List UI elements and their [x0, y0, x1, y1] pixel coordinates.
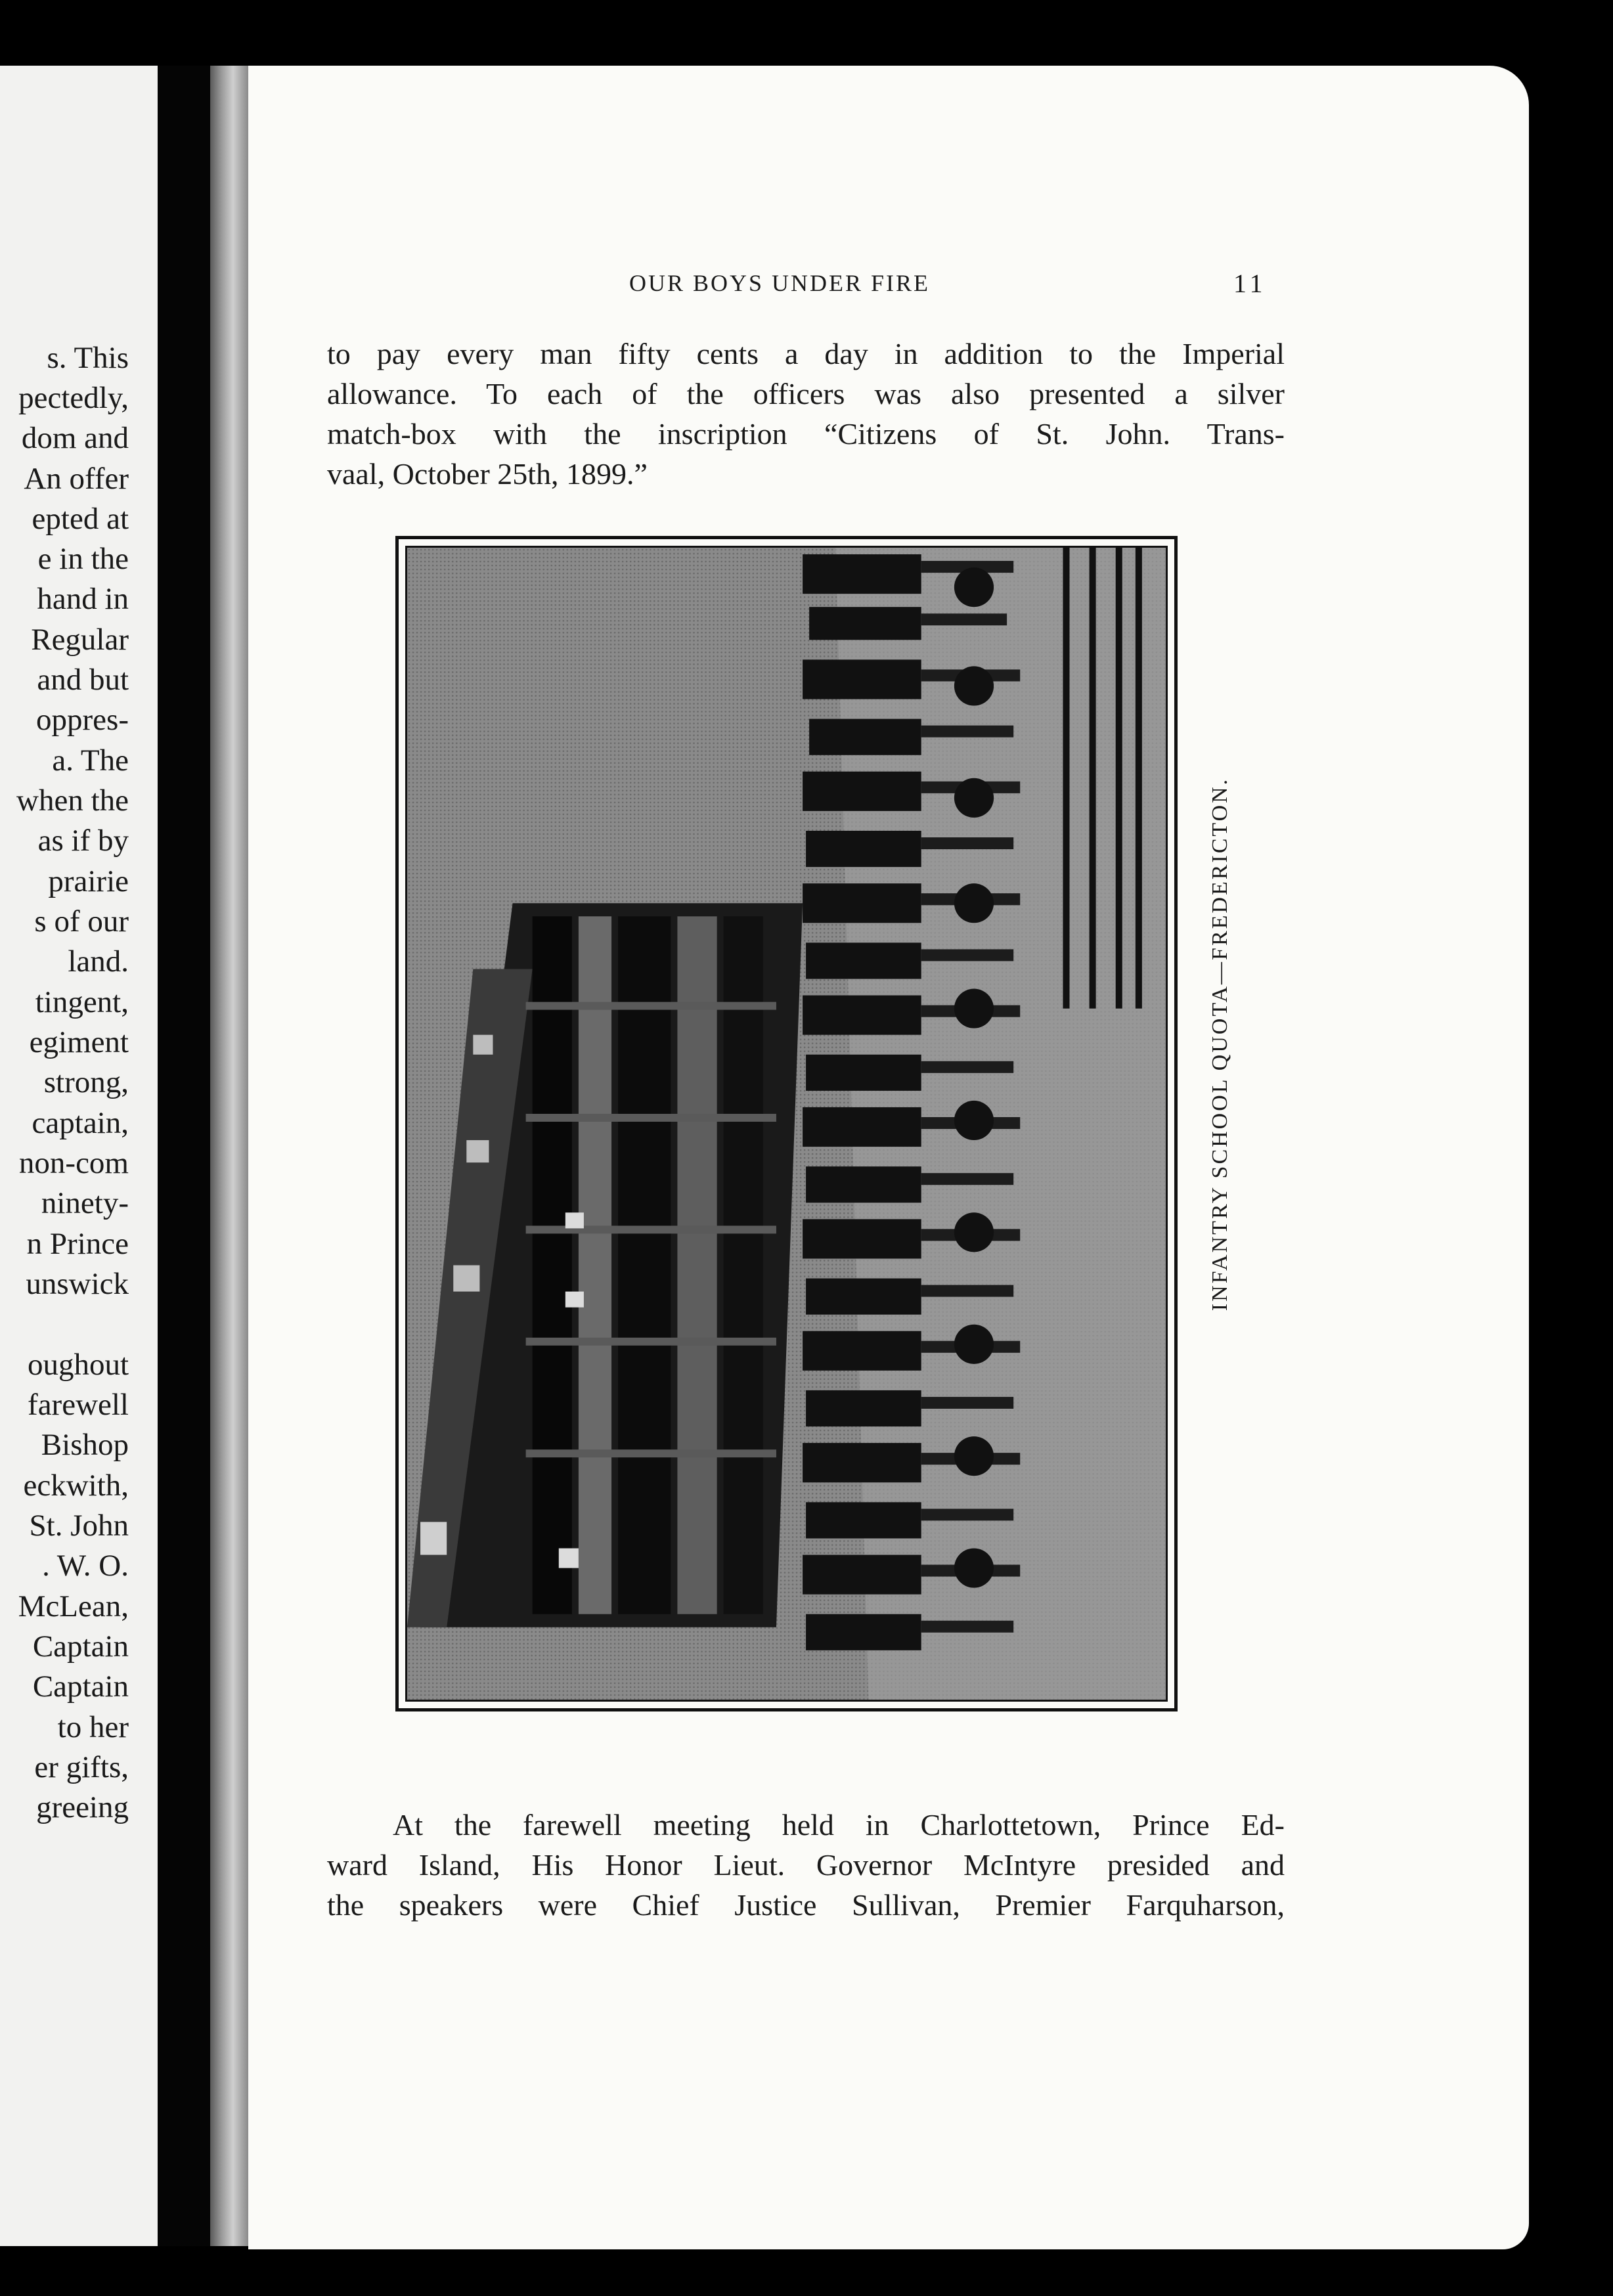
left-text-line: s. This: [47, 341, 129, 375]
body-text-line: the speakers were Chief Justice Sullivan, Premier Farquharson,: [327, 1888, 1285, 1922]
left-text-line: and but: [37, 663, 129, 697]
left-text-line: hand in: [37, 582, 129, 616]
left-text-line: to her: [57, 1710, 129, 1744]
page-number: 11: [1233, 269, 1267, 298]
left-text-line: . W. O.: [42, 1549, 129, 1583]
left-text-line: egiment: [29, 1025, 129, 1059]
body-text-line: ward Island, His Honor Lieut. Governor McIntyre presided and: [327, 1848, 1285, 1882]
right-page: [248, 66, 1529, 2249]
left-text-line: as if by: [37, 824, 129, 858]
left-text-line: n Prince: [26, 1227, 129, 1261]
photo-soldiers-barracks: [407, 548, 1166, 1700]
left-text-line: er gifts,: [34, 1750, 129, 1784]
left-text-line: oughout: [27, 1348, 129, 1382]
body-text-line: match-box with the inscription “Citizens of St. John. Trans-: [327, 417, 1285, 451]
left-text-line: greeing: [36, 1790, 129, 1824]
plate-caption: INFANTRY SCHOOL QUOTA—FREDERICTON.: [1208, 777, 1232, 1312]
left-text-line: eckwith,: [23, 1468, 129, 1503]
left-text-line: ninety-: [41, 1186, 129, 1220]
left-text-line: St. John: [29, 1509, 129, 1543]
left-text-line: Bishop: [41, 1428, 129, 1462]
left-text-line: dom and: [21, 421, 129, 455]
left-text-line: Captain: [32, 1669, 129, 1704]
left-text-line: s of our: [34, 904, 129, 938]
left-text-line: captain,: [32, 1106, 129, 1140]
left-page-fragment: [0, 66, 158, 2246]
book-gutter: [210, 66, 248, 2246]
left-text-line: Regular: [31, 623, 129, 657]
left-text-line: oppres-: [36, 703, 129, 737]
left-text-line: strong,: [43, 1065, 129, 1099]
left-text-line: e in the: [37, 542, 129, 576]
book-spine-shadow: [158, 66, 210, 2246]
left-text-line: when the: [16, 784, 129, 818]
left-text-line: farewell: [28, 1388, 129, 1422]
left-text-line: An offer: [24, 462, 129, 496]
body-text-line: to pay every man fifty cents a day in addition to the Imperial: [327, 337, 1285, 370]
left-text-line: prairie: [48, 864, 129, 898]
body-text-line: vaal, October 25th, 1899.”: [327, 457, 648, 491]
left-text-line: pectedly,: [18, 381, 129, 415]
left-text-line: land.: [68, 944, 129, 979]
left-text-line: epted at: [32, 502, 129, 536]
left-text-line: non-com: [18, 1146, 129, 1180]
photo-plate-frame: [395, 536, 1178, 1711]
left-text-line: unswick: [26, 1267, 129, 1301]
body-text-line: allowance. To each of the officers was also presented a silver: [327, 377, 1285, 410]
left-text-line: tingent,: [35, 985, 129, 1019]
photo-plate: [405, 546, 1168, 1702]
running-head: OUR BOYS UNDER FIRE: [629, 270, 931, 296]
left-text-line: McLean,: [18, 1589, 129, 1623]
left-text-line: Captain: [32, 1629, 129, 1664]
left-text-line: a. The: [52, 743, 129, 778]
body-text-line: At the farewell meeting held in Charlottetown, Prince Ed-: [393, 1808, 1285, 1842]
